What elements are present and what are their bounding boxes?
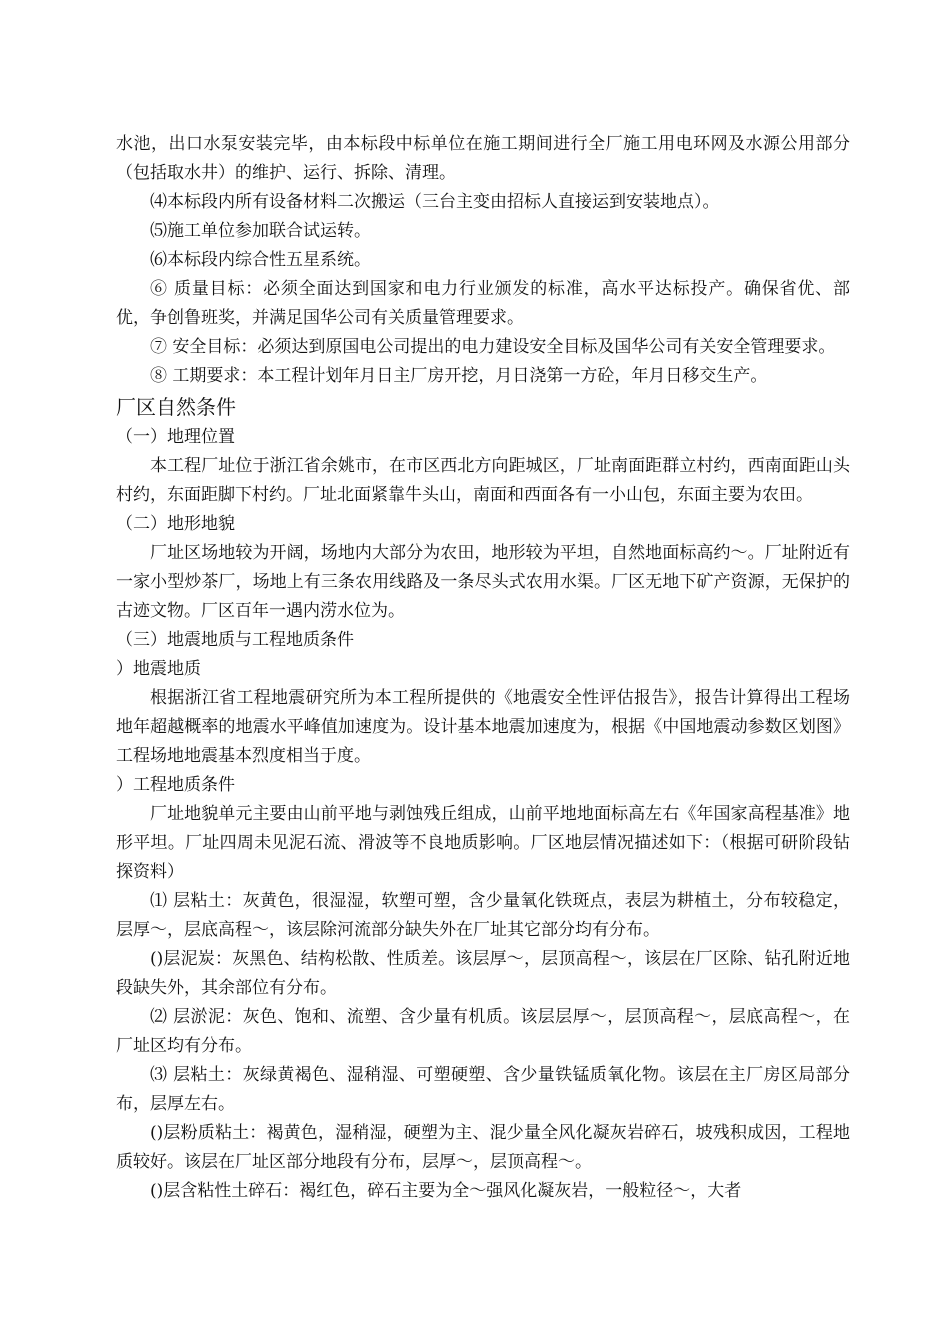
item-engineering-geology: ）工程地质条件	[116, 775, 235, 795]
layer-clay-3: ⑶ 层粘土：灰绿黄褐色、湿稍湿、可塑硬塑、含少量铁锰质氧化物。该层在主厂房区局部分布，层厚左右。	[116, 1065, 850, 1114]
item-seismic-geology: ）地震地质	[116, 659, 201, 679]
paragraph-engineering-geology: 厂址地貌单元主要由山前平地与剥蚀残丘组成，山前平地地面标高左右《年国家高程基准》地形平坦。厂址四周未见泥石流、滑波等不良地质影响。厂区地层情况描述如下：（根据可研阶段钻探资料）	[116, 804, 850, 882]
layer-clay-1: ⑴ 层粘土：灰黄色，很湿湿，软塑可塑，含少量氧化铁斑点，表层为耕植土，分布较稳定，层厚～，层底高程～，该层除河流部分缺失外在厂址其它部分均有分布。	[116, 891, 850, 940]
layer-gravel: ()层含粘性土碎石：褐红色，碎石主要为全～强风化凝灰岩，一般粒径～，大者	[150, 1181, 742, 1201]
subheading-geology: （三）地震地质与工程地质条件	[116, 630, 354, 650]
paragraph-location: 本工程厂址位于浙江省余姚市，在市区西北方向距城区，厂址南面距群立村约，西南面距山头村约，东面距脚下村约。厂址北面紧靠牛头山，南面和西面各有一小山包，东面主要为农田。	[116, 456, 850, 505]
paragraph-item-4: ⑷本标段内所有设备材料二次搬运（三台主变由招标人直接运到安装地点）。	[150, 192, 720, 212]
section-title: 厂区自然条件	[116, 395, 236, 419]
paragraph-safety-goal: ⑦ 安全目标：必须达到原国电公司提出的电力建设安全目标及国华公司有关安全管理要求。	[150, 337, 836, 357]
paragraph-terrain: 厂址区场地较为开阔，场地内大部分为农田，地形较为平坦，自然地面标高约～。厂址附近有一家小型炒茶厂，场地上有三条农用线路及一条尽头式农用水渠。厂区无地下矿产资源，无保护的古迹文物。厂区百年一遇内涝水位为。	[116, 543, 850, 621]
paragraph-item-6: ⑹本标段内综合性五星系统。	[150, 250, 371, 270]
paragraph-schedule: ⑧ 工期要求：本工程计划年月日主厂房开挖，月日浇第一方砼，年月日移交生产。	[150, 366, 768, 386]
paragraph-water-pool: 水池，出口水泵安装完毕，由本标段中标单位在施工期间进行全厂施工用电环网及水源公用部分（包括取水井）的维护、运行、拆除、清理。	[116, 134, 850, 183]
paragraph-quality-goal: ⑥ 质量目标：必须全面达到国家和电力行业颁发的标准，高水平达标投产。确保省优、部优，争创鲁班奖，并满足国华公司有关质量管理要求。	[116, 279, 850, 328]
layer-silt: ⑵ 层淤泥：灰色、饱和、流塑、含少量有机质。该层层厚～，层顶高程～，层底高程～，在厂址区均有分布。	[116, 1007, 850, 1056]
subheading-location: （一）地理位置	[116, 427, 235, 447]
document-body	[116, 130, 850, 1206]
paragraph-seismic-geology: 根据浙江省工程地震研究所为本工程所提供的《地震安全性评估报告》，报告计算得出工程场地年超越概率的地震水平峰值加速度为。设计基本地震加速度为，根据《中国地震动参数区划图》工程场地地震基本烈度相当于度。	[116, 688, 850, 766]
paragraph-item-5: ⑸施工单位参加联合试运转。	[150, 221, 371, 241]
layer-silty-clay: ()层粉质粘土：褐黄色，湿稍湿，硬塑为主、混少量全风化凝灰岩碎石，坡残积成因，工程地质较好。该层在厂址区部分地段有分布，层厚～，层顶高程～。	[116, 1123, 850, 1172]
subheading-terrain: （二）地形地貌	[116, 514, 235, 534]
layer-peat: ()层泥炭：灰黑色、结构松散、性质差。该层厚～，层顶高程～，该层在厂区除、钻孔附近地段缺失外，其余部位有分布。	[116, 949, 850, 998]
